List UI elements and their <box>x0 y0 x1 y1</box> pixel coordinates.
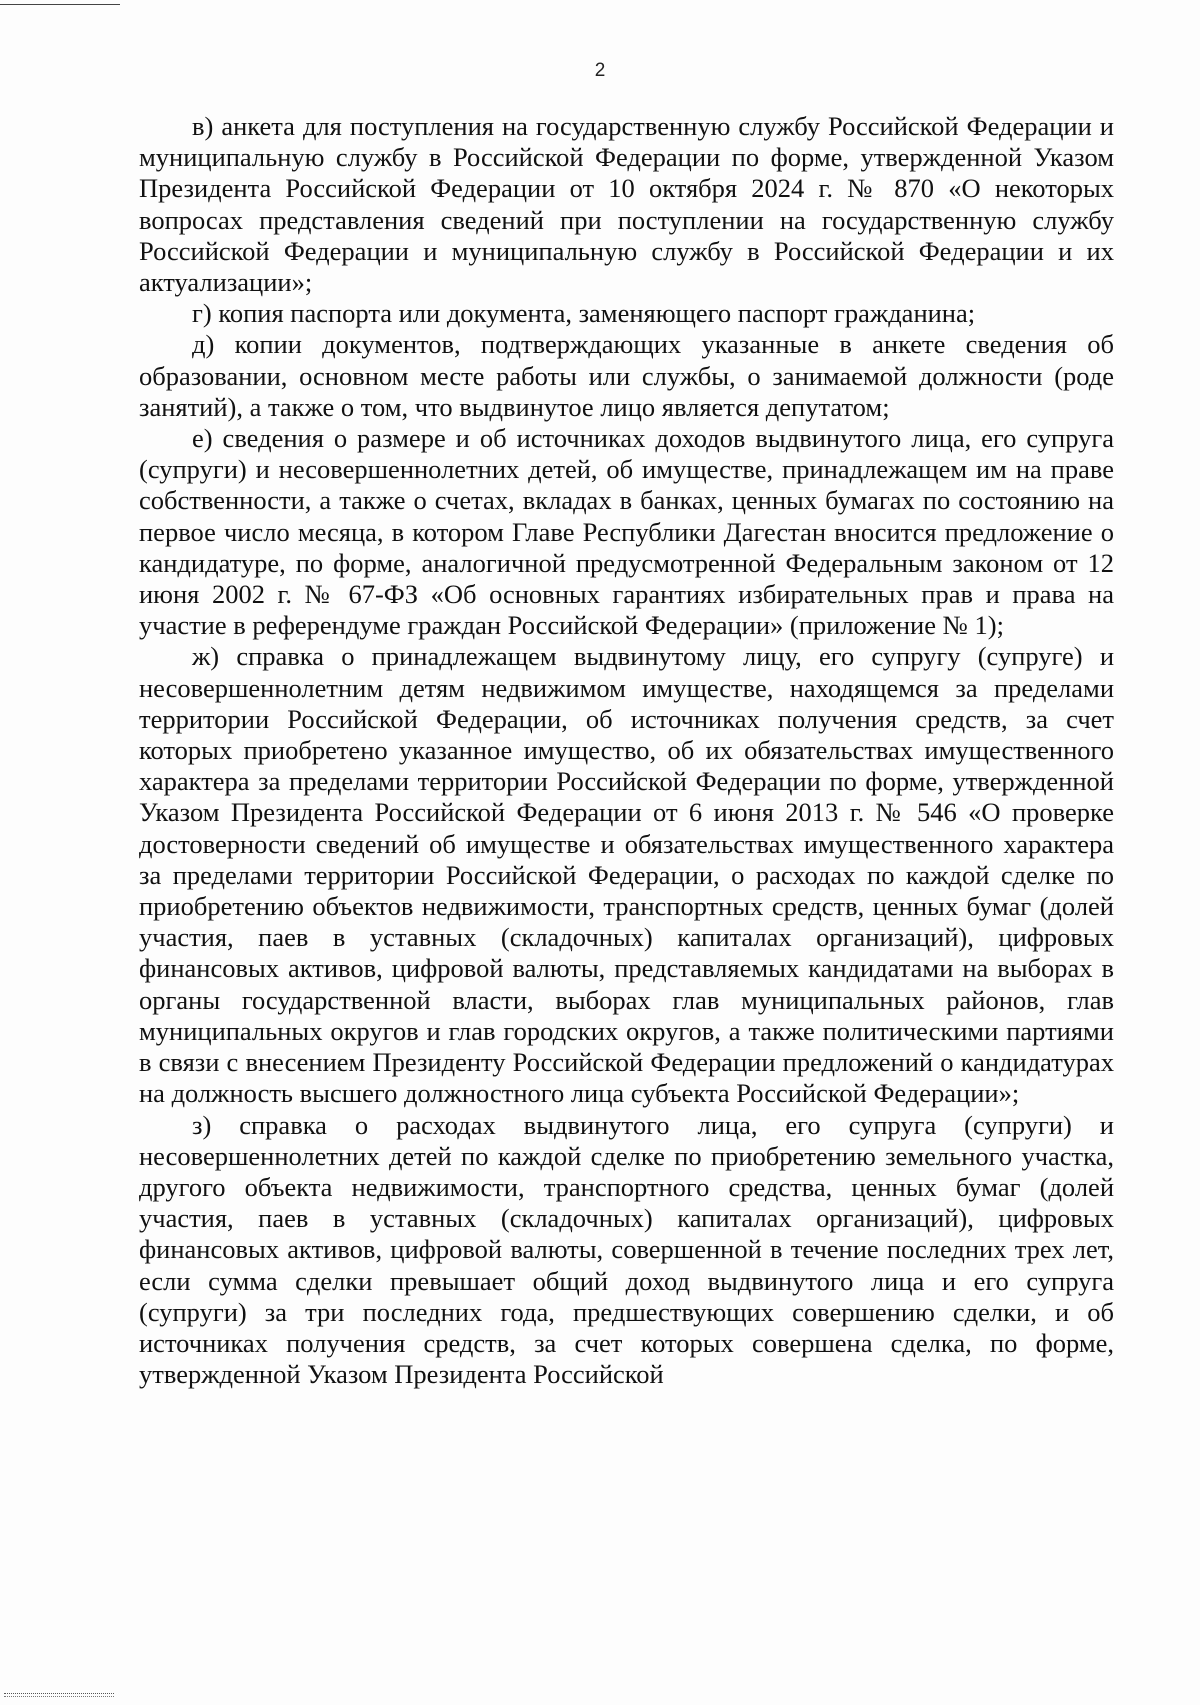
paragraph-v: в) анкета для поступления на государственную службу Российской Федерации и муниципальную службу в Российской Федерации по форме, утвержденной Указом Президента Российской Федерации от 10 октября 2024 г. № 870 «О некоторых вопросах представления сведений при поступлении на государственную службу Российской Федерации и муниципальную службу в Российской Федерации и их актуализации»; <box>139 111 1114 298</box>
paragraph-zh: ж) справка о принадлежащем выдвинутому лицу, его супругу (супруге) и несовершеннолетним детям недвижимом имуществе, находящемся за пределами территории Российской Федерации, об источниках получения средств, за счет которых приобретено указанное имущество, об их обязательствах имущественного характера за пределами территории Российской Федерации по форме, утвержденной Указом Президента Российской Федерации от 6 июня 2013 г. № 546 «О проверке достоверности сведений об имуществе и обязательствах имущественного характера за пределами территории Российской Федерации, о расходах по каждой сделке по приобретению объектов недвижимости, транспортных средств, ценных бумаг (долей участия, паев в уставных (складочных) капиталах организаций), цифровых финансовых активов, цифровой валюты, представляемых кандидатами на выборах в органы государственной власти, выборах глав муниципальных районов, глав муниципальных округов и глав городских округов, а также политическими партиями в связи с внесением Президенту Российской Федерации предложений о кандидатурах на должность высшего должностного лица субъекта Российской Федерации»; <box>139 641 1114 1109</box>
paragraph-e: е) сведения о размере и об источниках доходов выдвинутого лица, его супруга (супруги) и несовершеннолетних детей, об имуществе, принадлежащем им на праве собственности, а также о счетах, вкладах в банках, ценных бумагах по состоянию на первое число месяца, в котором Главе Республики Дагестан вносится предложение о кандидатуре, по форме, аналогичной предусмотренной Федеральным законом от 12 июня 2002 г. № 67-ФЗ «Об основных гарантиях избирательных прав и права на участие в референдуме граждан Российской Федерации» (приложение № 1); <box>139 423 1114 641</box>
paragraph-g: г) копия паспорта или документа, заменяющего паспорт гражданина; <box>192 298 976 329</box>
document-body <box>139 111 1114 1390</box>
scan-edge-mark-bottom <box>4 1693 114 1697</box>
page-number: 2 <box>594 60 606 81</box>
paragraph-d: д) копии документов, подтверждающих указанные в анкете сведения об образовании, основном месте работы или службы, о занимаемой должности (роде занятий), а также о том, что выдвинутое лицо является депутатом; <box>139 329 1114 422</box>
scan-edge-mark-top <box>0 4 120 5</box>
paragraph-z: з) справка о расходах выдвинутого лица, его супруга (супруги) и несовершеннолетних детей по каждой сделке по приобретению земельного участка, другого объекта недвижимости, транспортного средства, ценных бумаг (долей участия, паев в уставных (складочных) капиталах организаций), цифровых финансовых активов, цифровой валюты, совершенной в течение последних трех лет, если сумма сделки превышает общий доход выдвинутого лица и его супруга (супруги) за три последних года, предшествующих совершению сделки, и об источниках получения средств, за счет которых совершена сделка, по форме, утвержденной Указом Президента Российской <box>139 1109 1114 1390</box>
